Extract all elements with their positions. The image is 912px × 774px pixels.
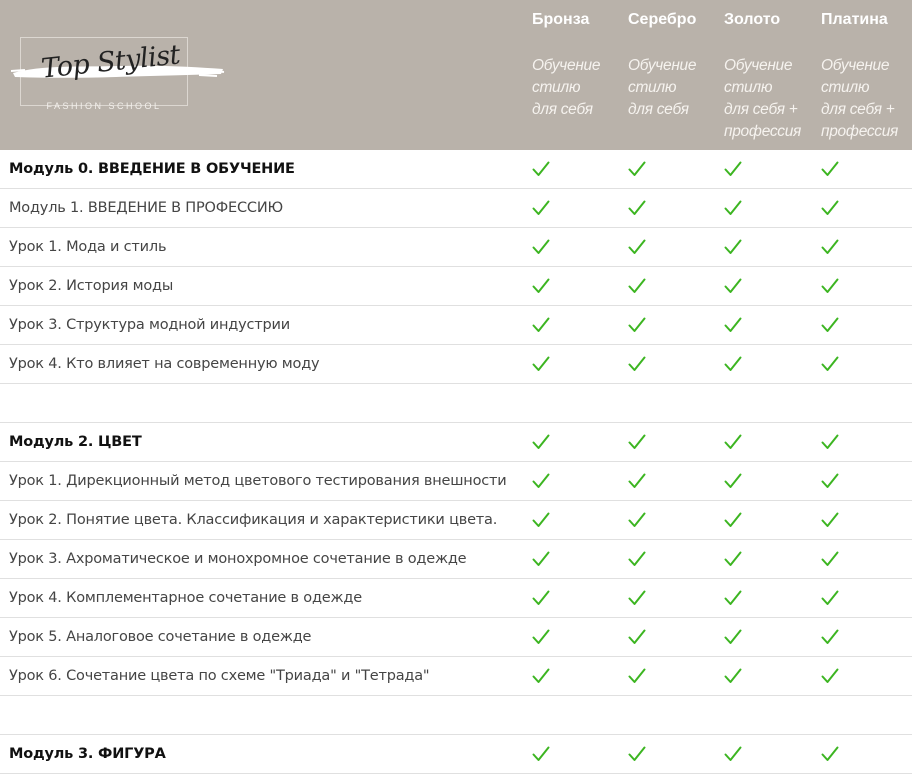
check-icon-platinum [821,355,839,373]
check-icon-platinum [821,745,839,763]
lesson-row [0,540,912,579]
check-icon-silver [628,277,646,295]
check-icon-silver [628,472,646,490]
row-label: Урок 5. Аналоговое сочетание в одежде [9,629,312,645]
row-label: Урок 4. Комплементарное сочетание в одежде [9,590,362,606]
row-label: Урок 2. Понятие цвета. Классификация и характеристики цвета. [9,512,498,528]
tier-name: Бронза [532,11,590,28]
comparison-header [0,0,912,150]
check-icon-platinum [821,589,839,607]
check-icon-silver [628,199,646,217]
check-icon-platinum [821,277,839,295]
check-icon-gold [724,277,742,295]
check-icon-gold [724,511,742,529]
check-icon-bronze [532,316,550,334]
check-icon-bronze [532,433,550,451]
check-icon-platinum [821,472,839,490]
row-label: Урок 3. Структура модной индустрии [9,317,290,333]
check-icon-silver [628,628,646,646]
row-label: Урок 2. История моды [9,278,174,294]
curriculum-table [0,150,912,774]
lesson-row [0,267,912,306]
check-icon-platinum [821,199,839,217]
check-icon-bronze [532,160,550,178]
check-icon-bronze [532,472,550,490]
check-icon-bronze [532,277,550,295]
module-row [0,423,912,462]
check-icon-gold [724,589,742,607]
check-icon-silver [628,316,646,334]
check-icon-gold [724,316,742,334]
check-icon-gold [724,238,742,256]
module-row [0,735,912,774]
check-icon-bronze [532,667,550,685]
check-icon-platinum [821,316,839,334]
tier-column-gold [724,11,819,143]
row-label: Урок 6. Сочетание цвета по схеме "Триада" и "Тетрада" [9,668,430,684]
module-row [0,150,912,189]
lesson-row [0,345,912,384]
check-icon-silver [628,550,646,568]
row-label: Модуль 0. ВВЕДЕНИЕ В ОБУЧЕНИЕ [9,161,295,177]
row-label: Модуль 3. ФИГУРА [9,746,166,762]
check-icon-bronze [532,355,550,373]
logo-script-text: Top Stylist [39,39,182,85]
check-icon-silver [628,745,646,763]
check-icon-platinum [821,160,839,178]
row-label: Урок 1. Дирекционный метод цветового тестирования внешности [9,473,507,489]
check-icon-bronze [532,550,550,568]
check-icon-platinum [821,628,839,646]
lesson-row [0,462,912,501]
row-label: Модуль 1. ВВЕДЕНИЕ В ПРОФЕССИЮ [9,200,283,216]
check-icon-gold [724,199,742,217]
check-icon-bronze [532,589,550,607]
lesson-row [0,189,912,228]
check-icon-gold [724,160,742,178]
check-icon-silver [628,238,646,256]
check-icon-platinum [821,667,839,685]
check-icon-gold [724,472,742,490]
check-icon-bronze [532,238,550,256]
lesson-row [0,501,912,540]
check-icon-gold [724,355,742,373]
lesson-row [0,657,912,696]
check-icon-bronze [532,745,550,763]
check-icon-platinum [821,511,839,529]
check-icon-gold [724,550,742,568]
table-spacer-row [0,696,912,735]
check-icon-gold [724,667,742,685]
tier-description: Обучение стилю для себя [532,57,601,118]
tier-name: Серебро [628,11,697,28]
check-icon-bronze [532,511,550,529]
row-label: Урок 3. Ахроматическое и монохромное сочетание в одежде [9,551,467,567]
tier-description: Обучение стилю для себя + профессия [724,57,802,140]
row-label: Урок 1. Мода и стиль [9,239,167,255]
check-icon-platinum [821,238,839,256]
logo-subtitle: FASHION SCHOOL [46,101,162,111]
lesson-row [0,228,912,267]
tier-column-bronze [532,11,627,121]
row-label: Урок 4. Кто влияет на современную моду [9,356,320,372]
check-icon-silver [628,355,646,373]
check-icon-gold [724,745,742,763]
row-label: Модуль 2. ЦВЕТ [9,434,142,450]
lesson-row [0,579,912,618]
tier-name: Золото [724,11,781,28]
lesson-row [0,306,912,345]
tier-column-silver [628,11,723,121]
tier-column-platinum [821,11,912,143]
check-icon-bronze [532,199,550,217]
check-icon-silver [628,511,646,529]
check-icon-silver [628,589,646,607]
tier-description: Обучение стилю для себя + профессия [821,57,899,140]
check-icon-silver [628,433,646,451]
tier-name: Платина [821,11,888,28]
check-icon-silver [628,160,646,178]
check-icon-gold [724,433,742,451]
check-icon-gold [724,628,742,646]
check-icon-silver [628,667,646,685]
brand-logo[interactable] [20,37,188,111]
check-icon-platinum [821,433,839,451]
lesson-row [0,618,912,657]
check-icon-bronze [532,628,550,646]
check-icon-platinum [821,550,839,568]
tier-description: Обучение стилю для себя [628,57,697,118]
table-spacer-row [0,384,912,423]
